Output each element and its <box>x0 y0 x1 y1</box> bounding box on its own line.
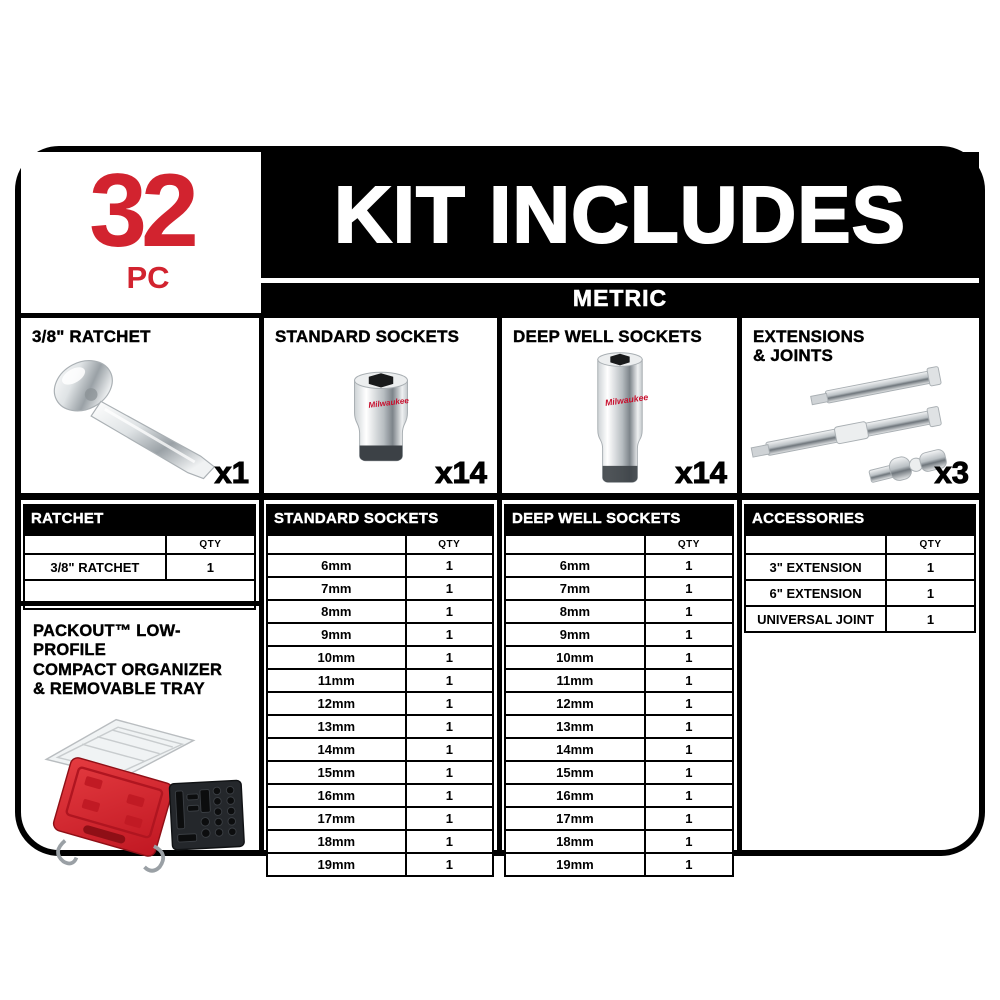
qty-cell: 1 <box>685 604 693 619</box>
table-row <box>268 622 492 645</box>
qty-cell: 1 <box>926 559 935 575</box>
qty-cell: 1 <box>685 811 693 826</box>
item-cell: 14mm <box>506 739 646 760</box>
table-row <box>268 691 492 714</box>
qty-cell: 1 <box>685 857 693 872</box>
product-label-line: 3/8" RATCHET <box>32 327 151 346</box>
metric-label: METRIC <box>572 284 668 311</box>
qty-cell: 1 <box>445 788 453 803</box>
standard-sockets-table-title: STANDARD SOCKETS <box>266 504 494 534</box>
item-cell: 13mm <box>268 716 407 737</box>
kit-includes-banner <box>261 152 979 278</box>
accessories-table-section <box>742 500 979 850</box>
table-row <box>506 668 732 691</box>
deep-well-sockets-table-section <box>502 500 737 872</box>
table-row <box>268 829 492 852</box>
frame <box>15 146 985 872</box>
table-header-row <box>506 536 732 553</box>
table-row <box>268 668 492 691</box>
product-ratchet-label <box>32 327 151 346</box>
deep-well-sockets-table-title: DEEP WELL SOCKETS <box>504 504 734 534</box>
qty-cell: 1 <box>685 627 693 642</box>
item-cell: 9mm <box>506 624 646 645</box>
item-cell: 12mm <box>506 693 646 714</box>
item-cell: 10mm <box>506 647 646 668</box>
qty-cell: 1 <box>445 765 453 780</box>
qty-cell: 1 <box>685 581 693 596</box>
product-extensions-joints <box>742 318 979 493</box>
product-deep-well-sockets-label <box>513 327 702 346</box>
table-header-row <box>746 536 974 553</box>
qty-cell: 1 <box>685 696 693 711</box>
table-row <box>268 553 492 576</box>
item-cell: 8mm <box>268 601 407 622</box>
standard-sockets-table <box>266 534 494 877</box>
item-cell: 15mm <box>506 762 646 783</box>
table-row <box>268 599 492 622</box>
item-cell: 3/8" RATCHET <box>25 555 167 579</box>
packout-title <box>33 622 253 700</box>
qty-header-cell: QTY <box>677 539 700 550</box>
item-cell: 11mm <box>268 670 407 691</box>
product-extensions-joints-qty: x3 <box>934 455 969 490</box>
item-cell: 10mm <box>268 647 407 668</box>
deep-well-socket-image <box>579 346 661 491</box>
qty-cell: 1 <box>445 627 453 642</box>
table-row <box>506 852 732 875</box>
divider-col-3 <box>737 313 742 850</box>
product-ratchet-qty: x1 <box>214 455 249 490</box>
table-header-row <box>25 536 254 553</box>
table-row <box>268 760 492 783</box>
table-row <box>506 691 732 714</box>
item-cell: 17mm <box>268 808 407 829</box>
table-row <box>268 806 492 829</box>
piece-count-badge <box>21 152 261 313</box>
item-cell: 6mm <box>506 555 646 576</box>
qty-cell: 1 <box>926 585 935 601</box>
item-header-cell <box>268 536 407 553</box>
qty-cell: 1 <box>445 857 453 872</box>
ratchet-table-title: RATCHET <box>23 504 256 534</box>
item-cell: 13mm <box>506 716 646 737</box>
item-cell: 3" EXTENSION <box>746 555 887 579</box>
item-cell: 16mm <box>268 785 407 806</box>
qty-cell: 1 <box>685 719 693 734</box>
standard-socket-image <box>335 360 427 472</box>
product-label-line: EXTENSIONS <box>753 327 865 346</box>
piece-count: 32 <box>89 153 193 269</box>
kit-includes-title: KIT INCLUDES <box>334 170 906 259</box>
qty-header-cell: QTY <box>199 539 222 550</box>
item-cell: 19mm <box>268 854 407 875</box>
standard-sockets-table-section <box>264 500 497 872</box>
table-row <box>268 576 492 599</box>
table-row <box>506 760 732 783</box>
table-row <box>506 737 732 760</box>
qty-header-cell: QTY <box>438 539 461 550</box>
qty-cell: 1 <box>926 611 935 627</box>
packout-organizer-image <box>33 706 255 858</box>
qty-cell: 1 <box>445 558 453 573</box>
item-cell: 14mm <box>268 739 407 760</box>
table-row <box>506 599 732 622</box>
qty-cell: 1 <box>685 834 693 849</box>
qty-cell: 1 <box>445 604 453 619</box>
packout-title-line: & REMOVABLE TRAY <box>33 680 205 699</box>
item-cell: 16mm <box>506 785 646 806</box>
table-row <box>506 714 732 737</box>
item-cell: 18mm <box>268 831 407 852</box>
item-cell: 7mm <box>268 578 407 599</box>
milwaukee-logo-text: Milwaukee <box>367 395 409 410</box>
product-deep-well-sockets <box>502 318 737 493</box>
product-standard-sockets-label <box>275 327 459 346</box>
qty-cell: 1 <box>445 650 453 665</box>
product-ratchet <box>21 318 259 493</box>
divider-col-2 <box>497 313 502 850</box>
qty-cell: 1 <box>685 558 693 573</box>
item-header-cell <box>746 536 887 553</box>
table-header-row <box>268 536 492 553</box>
packout-title-line: PACKOUT™ LOW-PROFILE <box>33 622 181 660</box>
product-label-line: STANDARD SOCKETS <box>275 327 460 346</box>
milwaukee-logo-text: Milwaukee <box>603 391 649 408</box>
table-row <box>506 829 732 852</box>
qty-cell: 1 <box>685 673 693 688</box>
item-header-cell <box>506 536 646 553</box>
table-row <box>506 553 732 576</box>
table-row <box>746 579 974 605</box>
qty-cell: 1 <box>445 834 453 849</box>
qty-cell: 1 <box>206 559 214 575</box>
product-label-line: & JOINTS <box>753 346 834 366</box>
deep-well-sockets-table <box>504 534 734 877</box>
item-cell: 6mm <box>268 555 407 576</box>
qty-cell: 1 <box>445 673 453 688</box>
ratchet-table <box>23 534 256 610</box>
item-cell: 11mm <box>506 670 646 691</box>
item-cell: 6" EXTENSION <box>746 581 887 605</box>
packout-section <box>21 606 259 850</box>
qty-cell: 1 <box>685 765 693 780</box>
item-cell: 19mm <box>506 854 646 875</box>
packout-title-line: COMPACT ORGANIZER <box>33 660 223 679</box>
item-cell: UNIVERSAL JOINT <box>746 607 887 631</box>
product-standard-sockets <box>264 318 497 493</box>
table-row <box>506 576 732 599</box>
table-row <box>506 806 732 829</box>
piece-count-unit: PC <box>126 259 170 295</box>
table-row <box>268 714 492 737</box>
product-label-line: DEEP WELL SOCKETS <box>513 327 702 346</box>
item-cell: 15mm <box>268 762 407 783</box>
table-row <box>746 605 974 631</box>
item-cell: 12mm <box>268 693 407 714</box>
accessories-table-title: ACCESSORIES <box>744 504 976 534</box>
item-cell: 7mm <box>506 578 646 599</box>
item-cell: 8mm <box>506 601 646 622</box>
table-row <box>268 783 492 806</box>
qty-cell: 1 <box>445 696 453 711</box>
product-deep-well-sockets-qty: x14 <box>675 455 727 490</box>
qty-cell: 1 <box>445 811 453 826</box>
table-row <box>506 645 732 668</box>
item-cell: 17mm <box>506 808 646 829</box>
table-row <box>268 737 492 760</box>
qty-cell: 1 <box>685 650 693 665</box>
item-cell: 18mm <box>506 831 646 852</box>
table-row <box>25 553 254 579</box>
table-row <box>506 783 732 806</box>
qty-cell: 1 <box>685 788 693 803</box>
divider-col-1 <box>259 313 264 850</box>
item-cell: 9mm <box>268 624 407 645</box>
qty-cell: 1 <box>445 719 453 734</box>
qty-header-cell: QTY <box>919 539 942 550</box>
table-row <box>268 645 492 668</box>
item-header-cell <box>25 536 167 553</box>
product-standard-sockets-qty: x14 <box>435 455 487 490</box>
table-row <box>268 852 492 875</box>
qty-cell: 1 <box>445 742 453 757</box>
qty-cell: 1 <box>685 742 693 757</box>
accessories-table <box>744 534 976 633</box>
qty-cell: 1 <box>445 581 453 596</box>
table-row <box>746 553 974 579</box>
table-row <box>506 622 732 645</box>
metric-banner <box>261 283 979 313</box>
